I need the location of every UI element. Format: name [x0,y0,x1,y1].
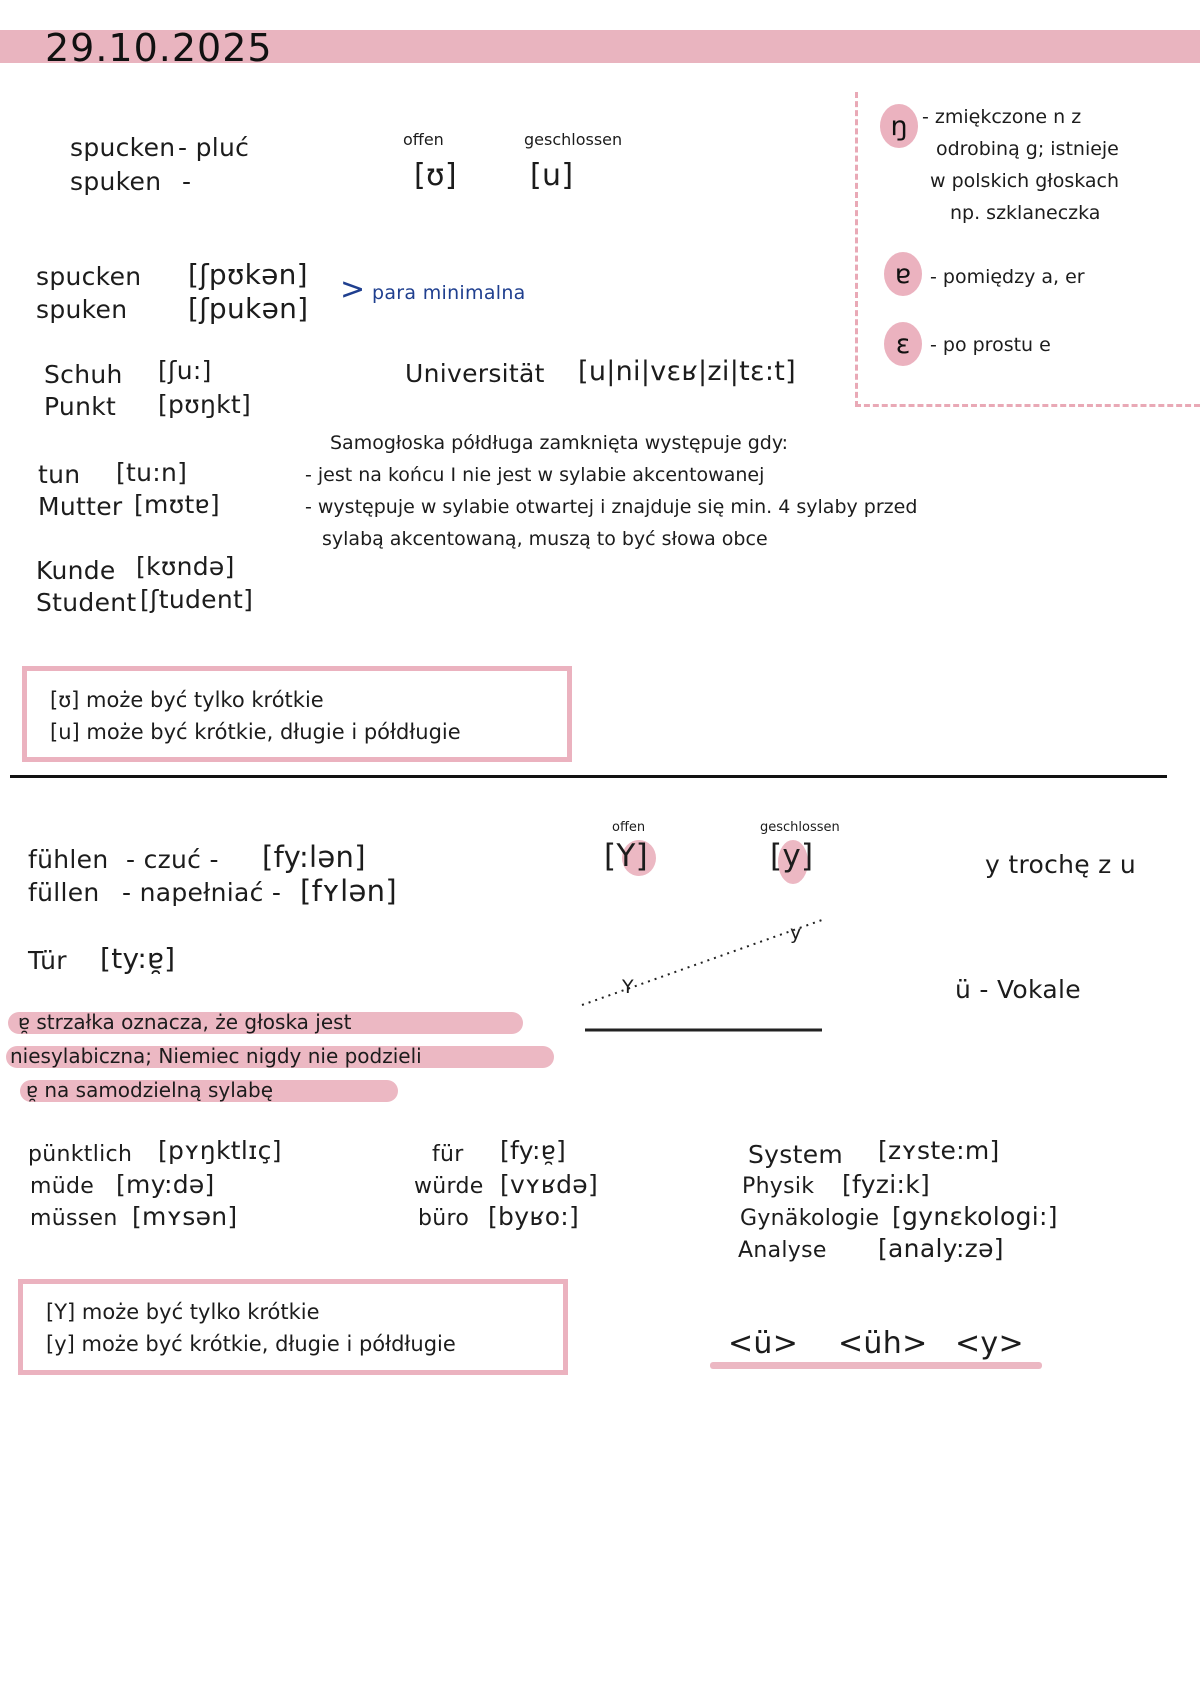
rule-box-y [18,1279,568,1375]
ex-u-word-1: Schuh [44,360,123,389]
ex-ue-word-2: müde [30,1174,95,1199]
ex-ue-word-4: für [432,1142,464,1167]
spelling-ueh: <üh> [838,1326,928,1361]
ex-u-word-4: Mutter [38,492,123,521]
diagram-label-y: y [790,922,802,944]
tuer-word: Tür [28,946,67,975]
arch-note-line-2: niesylabiczna; Niemiec nigdy nie podzieli [10,1044,422,1068]
ex-ue-ipa-10: [analy:zə] [878,1234,1004,1263]
mp-arrow: > [340,272,366,307]
ue-ipa-1: [fy:lən] [262,840,366,874]
arch-note-line-1: ɐ̯ strzałka oznacza, że głoska jest [18,1010,352,1034]
ex-ue-ipa-7: [zʏste:m] [878,1136,1000,1165]
mp-word-1: spucken [36,262,142,291]
meaning-spucken: - pluć [178,133,250,162]
spelling-y: <y> [955,1326,1024,1361]
ex-u-ipa-5: [kʊndə] [136,552,235,581]
ex-ue-word-7: System [748,1140,844,1169]
ex-ue-ipa-3: [mʏsən] [132,1202,238,1231]
ex-u-word-2: Punkt [44,392,117,421]
ex-u-word-3: tun [38,460,81,489]
ex-ue-ipa-9: [gynɛkologi:] [892,1202,1058,1231]
ex-ue-ipa-5: [vʏʁdə] [500,1170,599,1199]
ex-ue-ipa-2: [my:də] [116,1170,215,1199]
symbol-open-u: [ʊ] [414,158,457,193]
page-date: 29.10.2025 [45,26,273,70]
side-note-1-line-4: np. szklaneczka [950,202,1101,224]
side-note-3: - po prostu e [930,334,1051,356]
ue-meaning-1: - czuć - [126,845,219,874]
ex-ue-word-6: büro [418,1206,470,1231]
ex-u-word-5: Kunde [36,556,116,585]
rule-box-u-line-1: [ʊ] może być tylko krótkie [50,688,324,712]
word-spucken: spucken [70,133,176,162]
meaning-spuken: - [182,167,192,196]
label-offen: offen [403,130,444,149]
ex-ue-ipa-1: [pʏŋktlɪç] [158,1136,282,1165]
symbol-schwa-a: ɐ [884,252,922,296]
ue-label-geschlossen: geschlossen [760,820,840,835]
mp-label: para minimalna [372,282,526,304]
rule-box-y-line-2: [y] może być krótkie, długie i półdługie [46,1332,456,1356]
ex-ue-word-10: Analyse [738,1238,827,1263]
ex-u-ipa-2: [pʊŋkt] [158,390,252,419]
side-note-2: - pomiędzy a, er [930,266,1085,288]
rule-note-line-2: - występuje w sylabie otwartej i znajduje się min. 4 sylaby przed [305,496,918,518]
ex-u-ipa-6: [ʃtudent] [140,585,254,614]
ex-ue-ipa-4: [fy:ɐ̯] [500,1136,567,1165]
ue-symbol-closed: [y] [770,838,814,874]
ex-ue-word-9: Gynäkologie [740,1206,880,1231]
rule-box-y-line-1: [Y] może być tylko krótkie [46,1300,320,1324]
ue-word-1: fühlen [28,845,109,874]
arch-note-line-3: ɐ̯ na samodzielną sylabę [26,1078,274,1102]
ex-ue-word-3: müssen [30,1206,118,1231]
ex-ue-ipa-6: [byʁo:] [488,1202,580,1231]
side-note-1-line-1: - zmiękczone n z [922,106,1082,128]
rule-box-u-line-2: [u] może być krótkie, długie i półdługie [50,720,461,744]
mp-ipa-1: [ʃpʊkən] [188,258,308,291]
ue-note-y: y trochę z u [985,850,1136,879]
symbol-eng: ŋ [880,104,918,148]
spellings-underline [710,1362,1042,1369]
ex-ue-word-5: würde [414,1174,484,1199]
mp-ipa-2: [ʃpukən] [188,292,309,325]
rule-note-line-3: sylabą akcentowaną, muszą to być słowa obce [322,528,768,550]
ex-u-ipa-4: [mʊtɐ] [134,490,220,519]
ue-ipa-2: [fʏlən] [300,874,397,908]
symbol-closed-u: [u] [530,158,574,193]
side-note-1-line-2: odrobiną g; istnieje [936,138,1119,160]
ue-vokale-label: ü - Vokale [955,975,1081,1004]
ex-ue-word-8: Physik [742,1174,815,1199]
ue-label-offen: offen [612,820,646,835]
ex-ue-ipa-8: [fyzi:k] [842,1170,931,1199]
ex-u-word-6: Student [36,588,137,617]
side-note-1-line-3: w polskich głoskach [930,170,1120,192]
word-spuken: spuken [70,167,162,196]
rule-note-title: Samogłoska półdługa zamknięta występuje gdy: [330,432,789,454]
diagram-label-Y: Y [622,976,634,998]
spelling-ue: <ü> [728,1326,799,1361]
tuer-ipa: [ty:ɐ̯] [100,942,176,975]
mp-word-2: spuken [36,295,128,324]
ex-ue-word-1: pünktlich [28,1142,133,1167]
ex-u-ipa-1: [ʃu:] [158,356,212,385]
ex-u-ipa-3: [tu:n] [116,458,188,487]
universitaet-ipa: [u|ni|vɛʁ|zi|tɛ:t] [578,356,796,387]
ue-symbol-open: [Y] [604,838,649,874]
ue-word-2: füllen [28,878,100,907]
label-geschlossen: geschlossen [524,130,623,149]
universitaet-word: Universität [405,359,545,388]
ue-meaning-2: - napełniać - [122,878,282,907]
symbol-open-e: ɛ [884,322,922,366]
rule-note-line-1: - jest na końcu I nie jest w sylabie akcentowanej [305,464,765,486]
